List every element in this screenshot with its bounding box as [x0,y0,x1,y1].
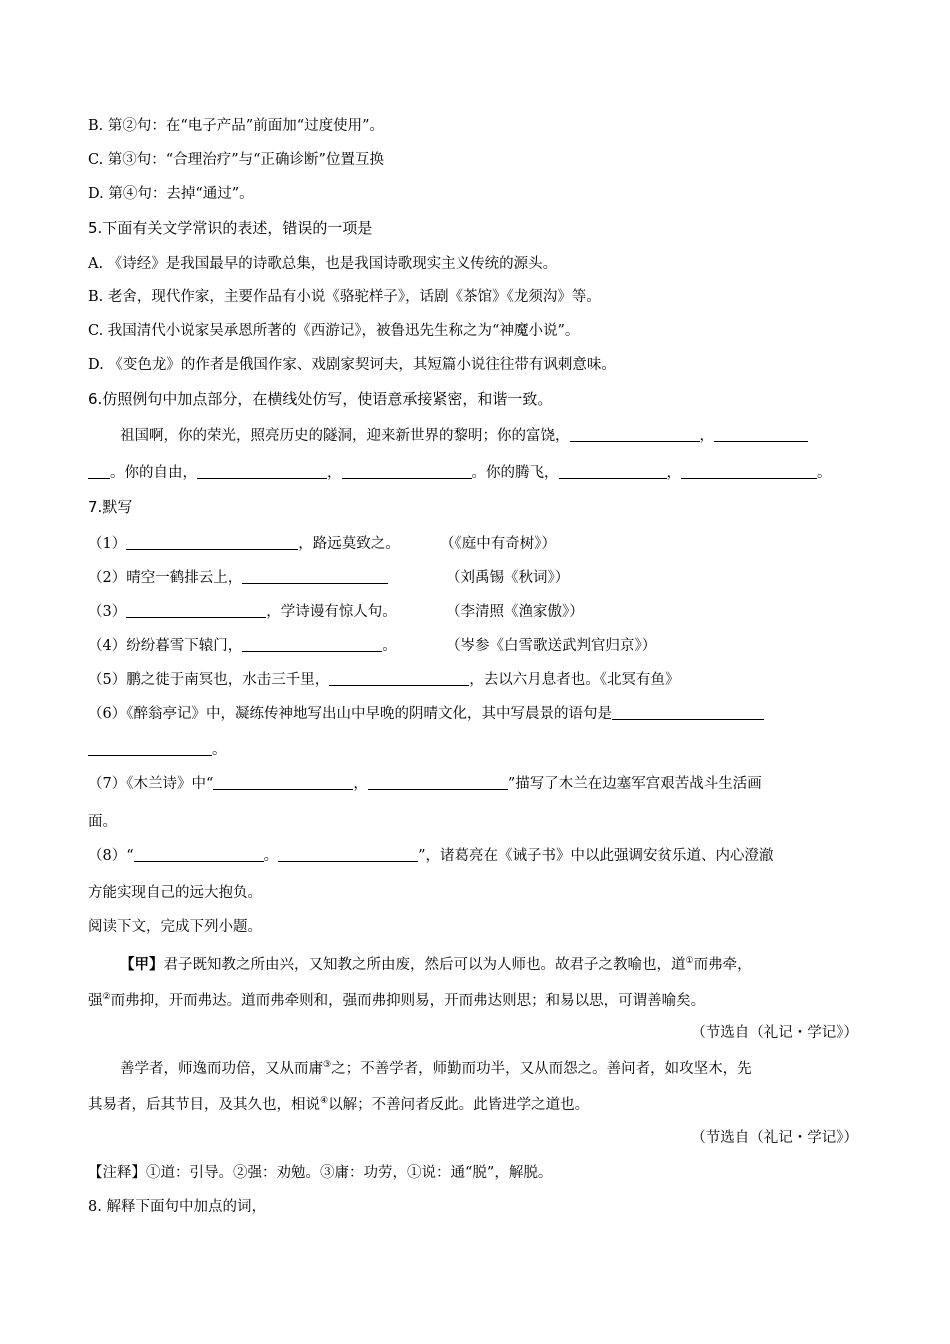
passage-yi-text-2a: 其易者，后其节目，及其久也，相说 [88,1097,320,1113]
q7-item-1-blank[interactable] [126,535,298,550]
q7-item-5 [88,670,679,690]
passage-yi-source: （节选自（礼记・学记》） [691,1130,858,1146]
q7-item-8-post: ”，诸葛亮在《诫子书》中以此强调安贫乐道、内心澄澈 [418,848,774,864]
q7-item-7-mid: ， [353,776,368,792]
q6-line-2-text-b: 。你的腾飞， [471,465,559,481]
passage-jia-text-2b: 而弗抑，开而弗达。道而弗牵则和，强而弗抑则易，开而弗达则思；和易以思，可谓善喻矣。 [110,993,706,1009]
q7-item-2-blank[interactable] [242,569,388,584]
q6-comma: ， [699,428,714,444]
q6-blank-6[interactable] [681,464,817,479]
q7-item-7 [88,774,762,794]
q8-stem: 8. 解释下面句中加点的词， [88,1199,266,1215]
note-marker-2: ② [102,992,111,1003]
q7-item-5-blank[interactable] [329,671,469,686]
q7-item-8 [88,846,774,866]
q7-item-3-source: （李清照《渔家傲》） [446,604,584,620]
q6-line-2 [88,463,832,483]
q7-item-2-source: （刘禹锡《秋词》） [446,570,570,586]
q7-item-1 [88,534,400,554]
q7-item-3-pre: （3） [88,604,127,620]
q7-item-7-blank-a[interactable] [213,775,353,790]
q7-item-4-blank[interactable] [242,637,382,652]
q7-stem [88,497,132,517]
q7-item-4-source: （岑参《白雪歌送武判官归京》） [446,638,657,654]
q6-number: 6. [88,390,103,408]
q6-comma-2: ， [327,465,342,481]
q7-item-6-blank-b[interactable] [88,741,212,756]
q7-item-6 [88,704,764,724]
passage-yi-text-2b: 以解；不善问者反此。此皆进学之道也。 [328,1097,590,1113]
passage-jia-line-2 [88,991,705,1011]
passage-yi-text-1b: 之；不善学者，师勤而功半，又从而怨之。善问者，如攻坚木，先 [331,1061,752,1077]
passage-jia-tag: 【甲】 [120,956,164,973]
q6-line-1-text: 祖国啊，你的荣光，照亮历史的隧洞，迎来新世界的黎明；你的富饶， [120,428,570,444]
q7-item-4 [88,636,397,656]
q5-option-d: D. 《变色龙》的作者是俄国作家、戏剧家契诃夫，其短篇小说往往带有讽刺意味。 [88,357,616,373]
q7-item-8-cont: 方能实现自己的远大抱负。 [88,885,262,901]
q7-item-7-cont: 面。 [88,814,117,830]
q7-item-5-pre: （5）鹏之徙于南冥也，水击三千里， [88,672,330,688]
q7-item-2-pre: （2）晴空一鹤排云上， [88,570,243,586]
q7-stem-text: 默写 [102,498,133,516]
q4-option-c: C. 第③句：“合理治疗”与“正确诊断”位置互换 [88,152,384,168]
q7-item-7-pre: （7）《木兰诗》中“ [88,776,214,792]
q7-item-3 [88,602,397,622]
q7-item-6-post: 。 [212,742,227,758]
q6-blank-2b[interactable] [88,464,110,479]
q6-comma-3: ， [666,465,681,481]
q6-end-period: 。 [817,465,832,481]
q6-blank-5[interactable] [559,464,667,479]
q7-item-6-blank-a[interactable] [612,705,764,720]
passage-jia-line-1 [120,955,752,975]
q5-option-c: C. 我国清代小说家吴承恩所著的《西游记》，被鲁迅先生称之为“神魔小说”。 [88,323,580,339]
q5-number: 5. [88,219,103,237]
passage-yi-text-1a: 善学者，师逸而功倍，又从而庸 [120,1061,323,1077]
q5-option-a: A. 《诗经》是我国最早的诗歌总集，也是我国诗歌现实主义传统的源头。 [88,256,558,272]
q7-item-1-source: （《庭中有奇树》） [440,536,556,552]
q4-option-b: B. 第②句：在“电子产品”前面加“过度使用”。 [88,118,385,134]
note-marker-4: ④ [320,1096,329,1107]
q7-item-8-pre: （8）“ [88,848,134,864]
q4-option-d: D. 第④句：去掉“通过”。 [88,186,254,202]
q7-item-3-post: ，学诗谩有惊人句。 [266,604,397,620]
note-marker-3: ③ [323,1060,332,1071]
passage-jia-source: （节选自（礼记・学记》） [691,1025,858,1041]
q7-item-2 [88,568,388,588]
q6-stem-text: 仿照例句中加点部分，在横线处仿写，使语意承接紧密，和谐一致。 [102,390,553,408]
q7-item-1-post: ，路远莫致之。 [298,536,400,552]
q7-item-1-pre: （1） [88,536,127,552]
q7-item-5-post: ，去以六月息者也。《北冥有鱼》 [469,672,680,688]
q6-blank-3[interactable] [197,464,327,479]
q7-number: 7. [88,498,103,516]
q6-blank-1[interactable] [570,427,700,442]
q5-stem [88,218,372,238]
q7-item-8-blank-b[interactable] [278,847,418,862]
passage-jia-text-1a: 君子既知教之所由兴，又知教之所由废，然后可以为人师也。故君子之教喻也，道 [163,957,686,973]
q6-stem [88,389,552,409]
q7-item-3-blank[interactable] [126,603,266,618]
q5-option-b: B. 老舍，现代作家，主要作品有小说《骆驼样子》，话剧《茶馆》《龙须沟》等。 [88,289,601,305]
q6-line-1 [120,426,808,446]
passage-yi-line-2 [88,1095,589,1115]
annotation-notes: 【注释】①道：引导。②强：劝勉。③庸：功劳，①说：通“脱”，解脱。 [88,1165,553,1181]
passage-yi-line-1 [120,1059,752,1079]
q5-stem-text: 下面有关文学常识的表述，错误的一项是 [102,219,373,237]
q7-item-4-post: 。 [382,638,397,654]
q7-item-8-blank-a[interactable] [134,847,264,862]
q6-line-2-text-a: 。你的自由， [110,465,197,481]
q7-item-6-cont [88,740,227,760]
passage-jia-text-2a: 强 [88,993,103,1009]
q7-item-7-blank-b[interactable] [368,775,508,790]
passage-jia-text-1b: 而弗牵， [693,957,752,973]
q7-item-7-post: ”描写了木兰在边塞军宫艰苦战斗生活画 [507,776,762,792]
q6-blank-2a[interactable] [714,427,808,442]
q6-blank-4[interactable] [342,464,472,479]
q7-item-8-mid: 。 [263,848,279,864]
reading-intro: 阅读下文，完成下列小题。 [88,919,262,935]
q7-item-4-pre: （4）纷纷暮雪下辕门， [88,638,243,654]
q7-item-6-pre: （6）《醉翁亭记》中，凝练传神地写出山中早晚的阴晴文化，其中写晨景的语句是 [88,706,612,722]
note-marker-1: ① [685,956,694,967]
